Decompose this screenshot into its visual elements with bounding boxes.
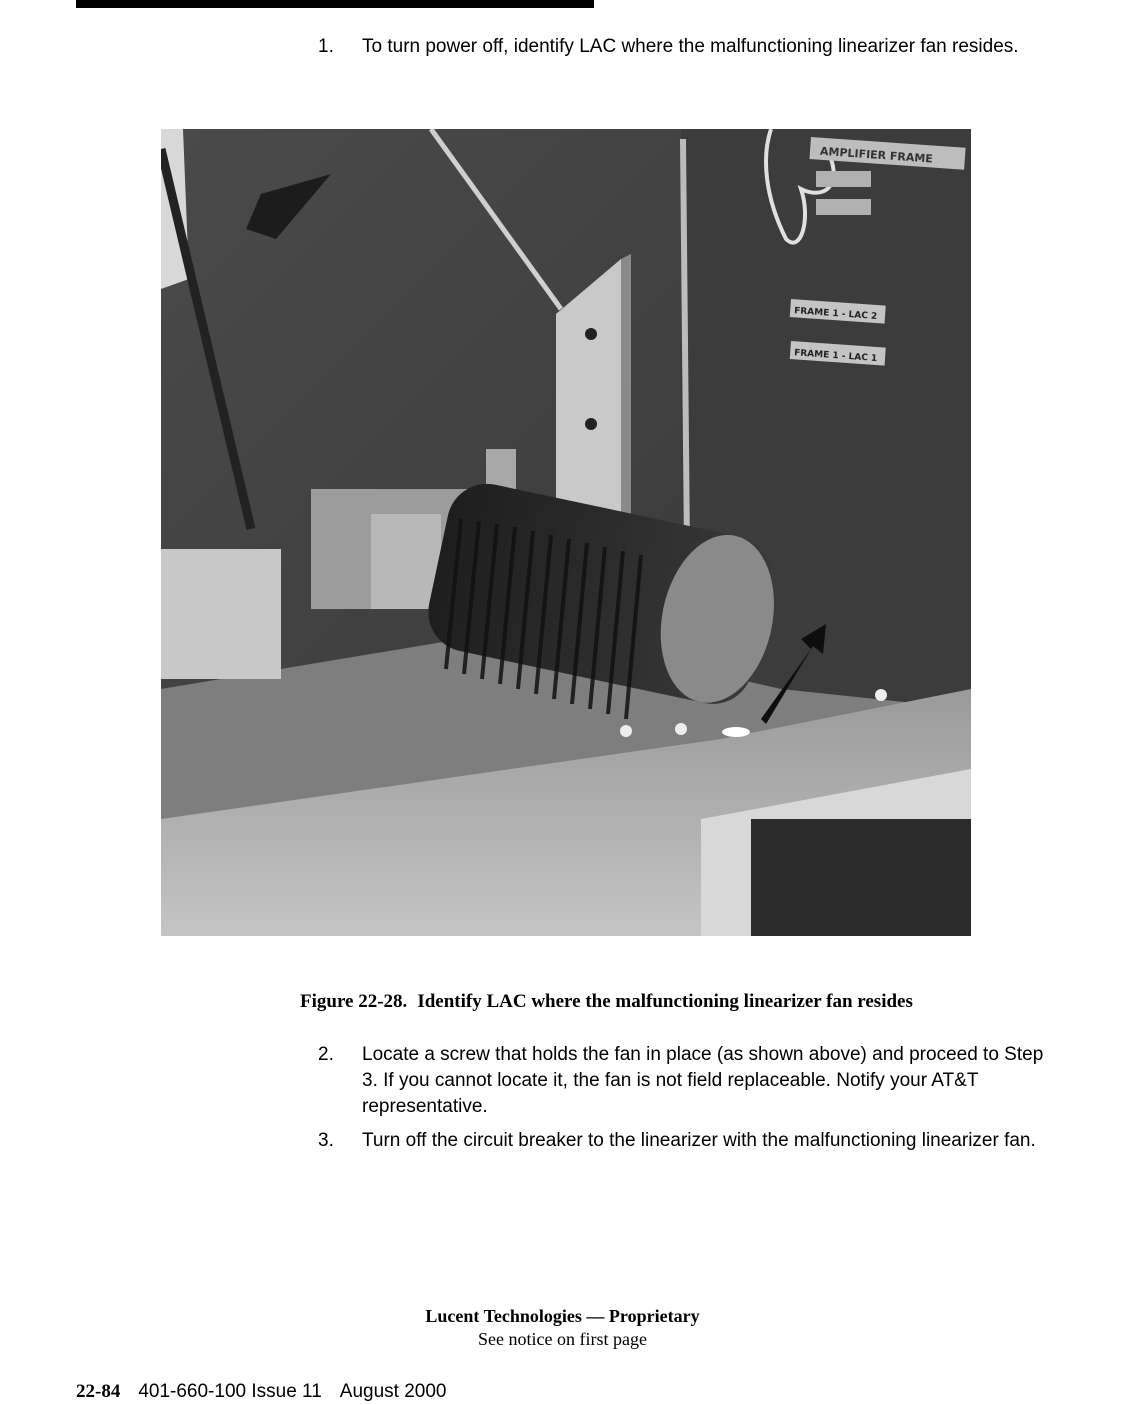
page-folio: [76, 1381, 446, 1403]
step-3: [318, 1128, 1058, 1154]
doc-number: 401-660-100 Issue 11: [138, 1381, 322, 1402]
step-text: To turn power off, identify LAC where the malfunctioning linearizer fan resides.: [362, 36, 1019, 57]
footer-notice: See notice on first page: [478, 1329, 647, 1349]
step-1: [318, 34, 1058, 60]
footer-company: Lucent Technologies — Proprietary: [425, 1306, 700, 1326]
step-text: Turn off the circuit breaker to the linearizer with the malfunctioning linearizer fan.: [362, 1130, 1036, 1151]
step-text: Locate a screw that holds the fan in place (as shown above) and proceed to Step 3. If you cannot locate it, the fan is not field replaceable. Notify your AT&T representative.: [362, 1044, 1044, 1117]
step-2: [318, 1042, 1058, 1120]
page-number: 22-84: [76, 1381, 121, 1402]
amplifier-frame-label: AMPLIFIER FRAME: [819, 144, 934, 166]
issue-date: August 2000: [339, 1381, 447, 1402]
lac-2-label: FRAME 1 - LAC 2: [793, 306, 878, 323]
lac-1-label: FRAME 1 - LAC 1: [793, 348, 878, 365]
equipment-photo: [161, 129, 971, 936]
figure-caption: [300, 990, 1060, 1014]
step-number: 1.: [318, 36, 334, 57]
header-rule: [76, 0, 594, 8]
figure-caption-text: Identify LAC where the malfunctioning linearizer fan resides: [417, 991, 913, 1012]
step-number: 3.: [318, 1130, 334, 1151]
figure-number: Figure 22-28.: [300, 991, 408, 1012]
step-number: 2.: [318, 1044, 334, 1065]
